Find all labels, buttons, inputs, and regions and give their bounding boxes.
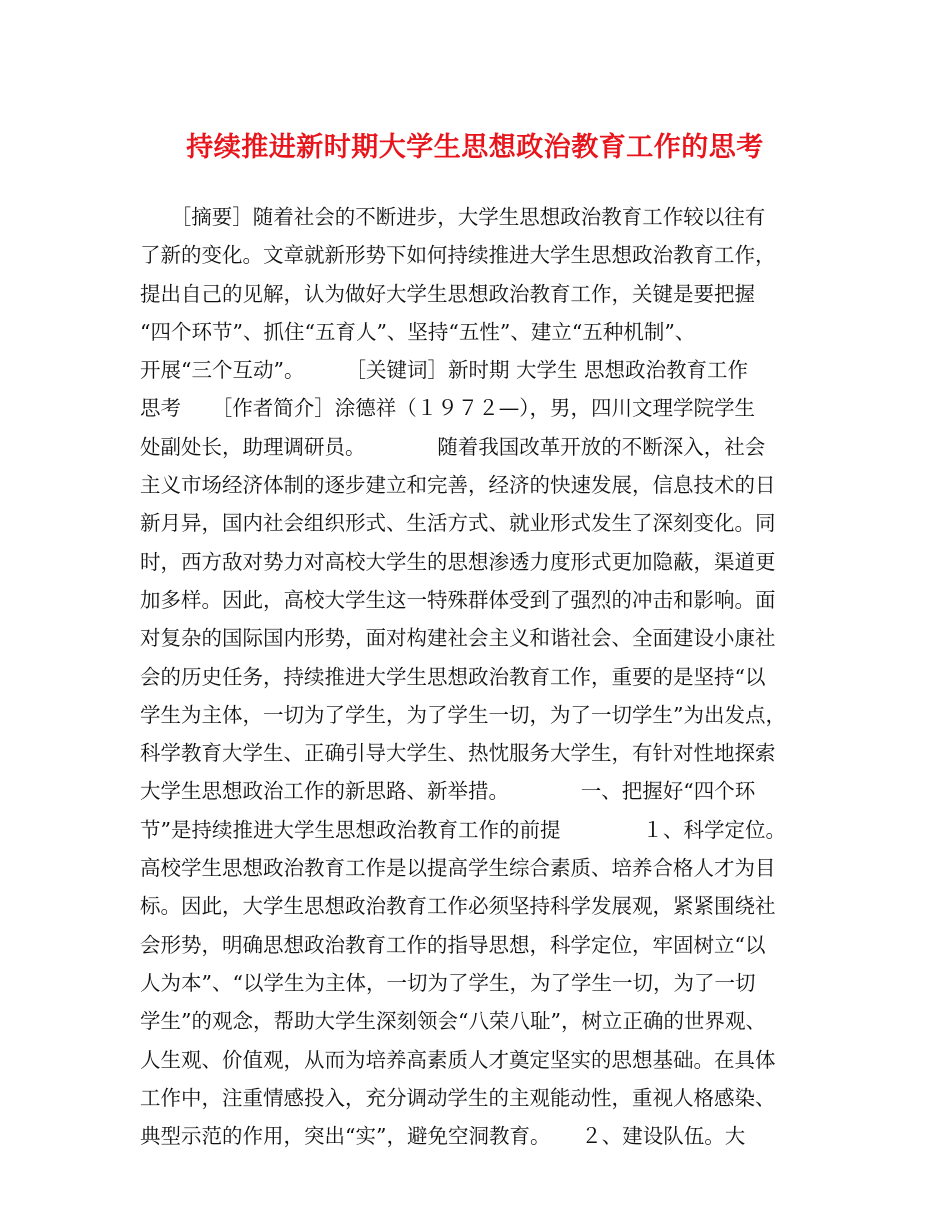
body-line: 人生观、价值观，从而为培养高素质人才奠定坚实的思想基础。在具体 <box>140 1047 776 1072</box>
body-line: 大学生思想政治工作的新思路、新举措。 一、把握好“四个环 <box>140 779 756 804</box>
body-line: 高校学生思想政治教育工作是以提高学生综合素质、培养合格人才为目 <box>140 856 776 881</box>
body-line: 会的历史任务，持续推进大学生思想政治教育工作，重要的是坚持“以 <box>140 664 766 689</box>
body-line: 思考 ［作者简介］涂德祥（１９７２—），男，四川文理学院学生 <box>140 396 755 421</box>
body-line: 新月异，国内社会组织形式、生活方式、就业形式发生了深刻变化。同 <box>140 511 776 536</box>
body-line: 主义市场经济体制的逐步建立和完善，经济的快速发展，信息技术的日 <box>140 473 776 498</box>
body-line: 学生”的观念，帮助大学生深刻领会“八荣八耻”，树立正确的世界观、 <box>140 1009 766 1034</box>
body-line: 对复杂的国际国内形势，面对构建社会主义和谐社会、全面建设小康社 <box>140 626 776 651</box>
body-line: 人为本”、“以学生为主体，一切为了学生，为了学生一切，为了一切 <box>140 970 756 995</box>
body-line: 典型示范的作用，突出“实”，避免空洞教育。 ２、建设队伍。大 <box>140 1124 746 1149</box>
body-line: 提出自己的见解，认为做好大学生思想政治教育工作，关键是要把握 <box>140 281 755 306</box>
body-line: ［摘要］随着社会的不断进步，大学生思想政治教育工作较以往有 <box>140 205 766 229</box>
body-line: 节”是持续推进大学生思想政治教育工作的前提 １、科学定位。 <box>140 817 786 842</box>
body-line: 时，西方敌对势力对高校大学生的思想渗透力度形式更加隐蔽，渠道更 <box>140 549 776 574</box>
body-line: 科学教育大学生、正确引导大学生、热忱服务大学生，有针对性地探索 <box>140 741 776 766</box>
body-line: 工作中，注重情感投入，充分调动学生的主观能动性，重视人格感染、 <box>140 1085 776 1110</box>
document-body <box>140 198 830 1155</box>
body-line: 加多样。因此，高校大学生这一特殊群体受到了强烈的冲击和影响。面 <box>140 587 776 612</box>
body-line: 开展“三个互动”。 ［关键词］新时期 大学生 思想政治教育工作 <box>140 358 748 383</box>
body-line: “四个环节”、抓住“五育人”、坚持“五性”、建立“五种机制”、 <box>140 319 696 344</box>
body-line: 了新的变化。文章就新形势下如何持续推进大学生思想政治教育工作， <box>140 243 776 268</box>
body-line: 会形势，明确思想政治教育工作的指导思想，科学定位，牢固树立“以 <box>140 932 766 957</box>
body-line: 标。因此，大学生思想政治教育工作必须坚持科学发展观，紧紧围绕社 <box>140 894 776 919</box>
document-title: 持续推进新时期大学生思想政治教育工作的思考 <box>186 132 764 163</box>
body-line: 处副处长，助理调研员。 随着我国改革开放的不断深入，社会 <box>140 434 766 459</box>
body-line: 学生为主体，一切为了学生，为了学生一切，为了一切学生”为出发点， <box>140 702 786 727</box>
